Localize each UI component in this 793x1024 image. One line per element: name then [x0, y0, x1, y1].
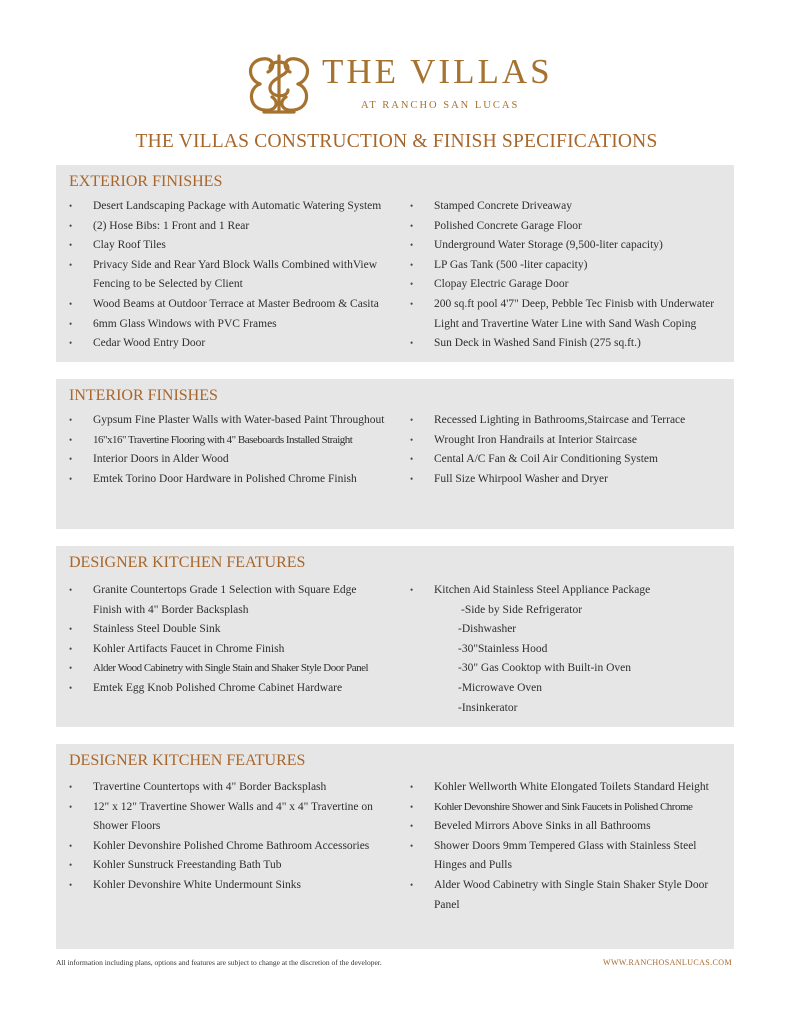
list-item: • 200 sq.ft pool 4'7" Deep, Pebble Tec Finisb with Underwater Light and Travertine Water Line with Sand Wash Coping: [410, 295, 730, 334]
bullet-icon: •: [410, 298, 414, 309]
bullet-icon: •: [69, 624, 73, 635]
bullet-icon: •: [69, 454, 73, 465]
list-item: • Recessed Lighting in Bathrooms,Staircase and Terrace: [410, 411, 730, 431]
list-item: • Privacy Side and Rear Yard Block Walls Combined withView Fencing to be Selected by Client: [69, 256, 399, 295]
bullet-icon: •: [410, 259, 414, 270]
list-item: • Shower Doors 9mm Tempered Glass with Stainless Steel Hinges and Pulls: [410, 837, 730, 876]
section-designer-kitchen-features-2: [56, 744, 734, 949]
bullet-icon: •: [69, 298, 73, 309]
list-subitem: -Insinkerator: [458, 701, 518, 714]
bullet-icon: •: [69, 860, 73, 871]
list-item: • Granite Countertops Grade 1 Selection with Square Edge Finish with 4" Border Backsplash: [69, 581, 405, 620]
spec-list-left: [69, 411, 405, 489]
spec-list-left: [69, 581, 405, 699]
bullet-icon: •: [69, 338, 73, 349]
spec-list-right: [410, 197, 730, 354]
list-item: • Alder Wood Cabinetry with Single Stain Shaker Style Door Panel: [410, 876, 730, 915]
bullet-icon: •: [410, 473, 414, 484]
footer-website-link[interactable]: WWW.RANCHOSANLUCAS.COM: [603, 958, 732, 967]
list-item: • Travertine Countertops with 4" Border Backsplash: [69, 778, 405, 798]
bullet-icon: •: [410, 415, 414, 425]
spec-list-left: [69, 197, 399, 354]
list-subitem: -30" Gas Cooktop with Built-in Oven: [458, 662, 632, 675]
bullet-icon: •: [69, 240, 73, 251]
list-item: • LP Gas Tank (500 -liter capacity): [410, 256, 730, 276]
brand-subtitle: AT RANCHO SAN LUCAS: [361, 100, 520, 111]
spec-list-right: [410, 411, 730, 489]
bullet-icon: •: [410, 879, 414, 890]
section-exterior-finishes: [56, 165, 734, 362]
list-item: • Emtek Torino Door Hardware in Polished Chrome Finish: [69, 470, 405, 490]
bullet-icon: •: [410, 201, 414, 211]
list-item: • (2) Hose Bibs: 1 Front and 1 Rear: [69, 217, 399, 237]
list-item: • Wood Beams at Outdoor Terrace at Master Bedroom & Casita: [69, 295, 399, 315]
bullet-icon: •: [410, 240, 414, 251]
list-item: • Kohler Wellworth White Elongated Toilets Standard Height: [410, 778, 730, 798]
bullet-icon: •: [69, 318, 73, 329]
list-subitem: -Dishwasher: [458, 623, 517, 636]
list-item: • Kitchen Aid Stainless Steel Appliance Package: [410, 581, 730, 601]
bullet-icon: •: [69, 473, 73, 484]
section-title: DESIGNER KITCHEN FEATURES: [69, 752, 306, 769]
bullet-icon: •: [410, 801, 414, 812]
section-designer-kitchen-features: [56, 546, 734, 727]
bullet-icon: •: [69, 415, 73, 425]
bullet-icon: •: [69, 682, 73, 693]
bullet-icon: •: [69, 782, 73, 792]
bullet-icon: •: [410, 220, 414, 231]
bullet-icon: •: [410, 434, 414, 445]
section-title: DESIGNER KITCHEN FEATURES: [69, 554, 306, 571]
list-item: • Kohler Devonshire Polished Chrome Bathroom Accessories: [69, 837, 405, 857]
bullet-icon: •: [69, 643, 73, 654]
list-subitem: -Side by Side Refrigerator: [461, 603, 583, 616]
list-item: • Stainless Steel Double Sink: [69, 620, 405, 640]
monogram-logo-icon: [240, 50, 318, 118]
spec-list-right: [410, 778, 730, 915]
page-title: THE VILLAS CONSTRUCTION & FINISH SPECIFICATIONS: [135, 131, 658, 152]
list-item: • Kohler Sunstruck Freestanding Bath Tub: [69, 856, 405, 876]
spec-list-right: [410, 581, 730, 718]
bullet-icon: •: [69, 259, 73, 270]
section-interior-finishes: [56, 379, 734, 529]
bullet-icon: •: [410, 338, 414, 349]
list-subitem: -30"Stainless Hood: [458, 642, 548, 655]
list-item: • Kohler Devonshire Shower and Sink Faucets in Polished Chrome: [410, 798, 730, 818]
list-subitem: -Microwave Oven: [458, 681, 542, 694]
list-item: • Sun Deck in Washed Sand Finish (275 sq.ft.): [410, 334, 730, 354]
list-item: • Wrought Iron Handrails at Interior Staircase: [410, 431, 730, 451]
list-item: • Emtek Egg Knob Polished Chrome Cabinet Hardware: [69, 679, 405, 699]
bullet-icon: •: [69, 663, 73, 674]
list-item: • Gypsum Fine Plaster Walls with Water-based Paint Throughout: [69, 411, 405, 431]
list-item: • Underground Water Storage (9,500-liter capacity): [410, 236, 730, 256]
bullet-icon: •: [69, 434, 73, 445]
bullet-icon: •: [410, 585, 414, 595]
footer-disclaimer: All information including plans, options and features are subject to change at the discretion of the developer.: [56, 958, 382, 967]
list-item: • 6mm Glass Windows with PVC Frames: [69, 315, 399, 335]
bullet-icon: •: [410, 821, 414, 832]
list-item: • Kohler Artifacts Faucet in Chrome Finish: [69, 640, 405, 660]
bullet-icon: •: [410, 454, 414, 465]
section-title: EXTERIOR FINISHES: [69, 173, 223, 190]
list-item: • Beveled Mirrors Above Sinks in all Bathrooms: [410, 817, 730, 837]
bullet-icon: •: [69, 220, 73, 231]
bullet-icon: •: [410, 782, 414, 792]
list-item: • Full Size Whirpool Washer and Dryer: [410, 470, 730, 490]
list-item: • Desert Landscaping Package with Automatic Watering System: [69, 197, 399, 217]
brand-title: THE VILLAS: [322, 52, 553, 91]
list-item: • Stamped Concrete Driveaway: [410, 197, 730, 217]
list-item: • Alder Wood Cabinetry with Single Stain and Shaker Style Door Panel: [69, 659, 405, 679]
list-item: • Kohler Devonshire White Undermount Sinks: [69, 876, 405, 896]
list-item: • Cental A/C Fan & Coil Air Conditioning System: [410, 450, 730, 470]
list-item: • 12" x 12" Travertine Shower Walls and 4" x 4" Travertine on Shower Floors: [69, 798, 405, 837]
list-item: • Polished Concrete Garage Floor: [410, 217, 730, 237]
section-title: INTERIOR FINISHES: [69, 387, 218, 404]
bullet-icon: •: [69, 201, 73, 211]
bullet-icon: •: [69, 840, 73, 851]
list-item: • Clay Roof Tiles: [69, 236, 399, 256]
brand-logo: [240, 50, 560, 120]
list-item: • Cedar Wood Entry Door: [69, 334, 399, 354]
bullet-icon: •: [410, 279, 414, 290]
bullet-icon: •: [69, 801, 73, 812]
bullet-icon: •: [410, 840, 414, 851]
bullet-icon: •: [69, 585, 73, 595]
list-item: • 16"x16" Travertine Flooring with 4" Baseboards Installed Straight: [69, 431, 405, 451]
list-item: • Clopay Electric Garage Door: [410, 275, 730, 295]
spec-list-left: [69, 778, 405, 896]
list-item: • Interior Doors in Alder Wood: [69, 450, 405, 470]
bullet-icon: •: [69, 879, 73, 890]
